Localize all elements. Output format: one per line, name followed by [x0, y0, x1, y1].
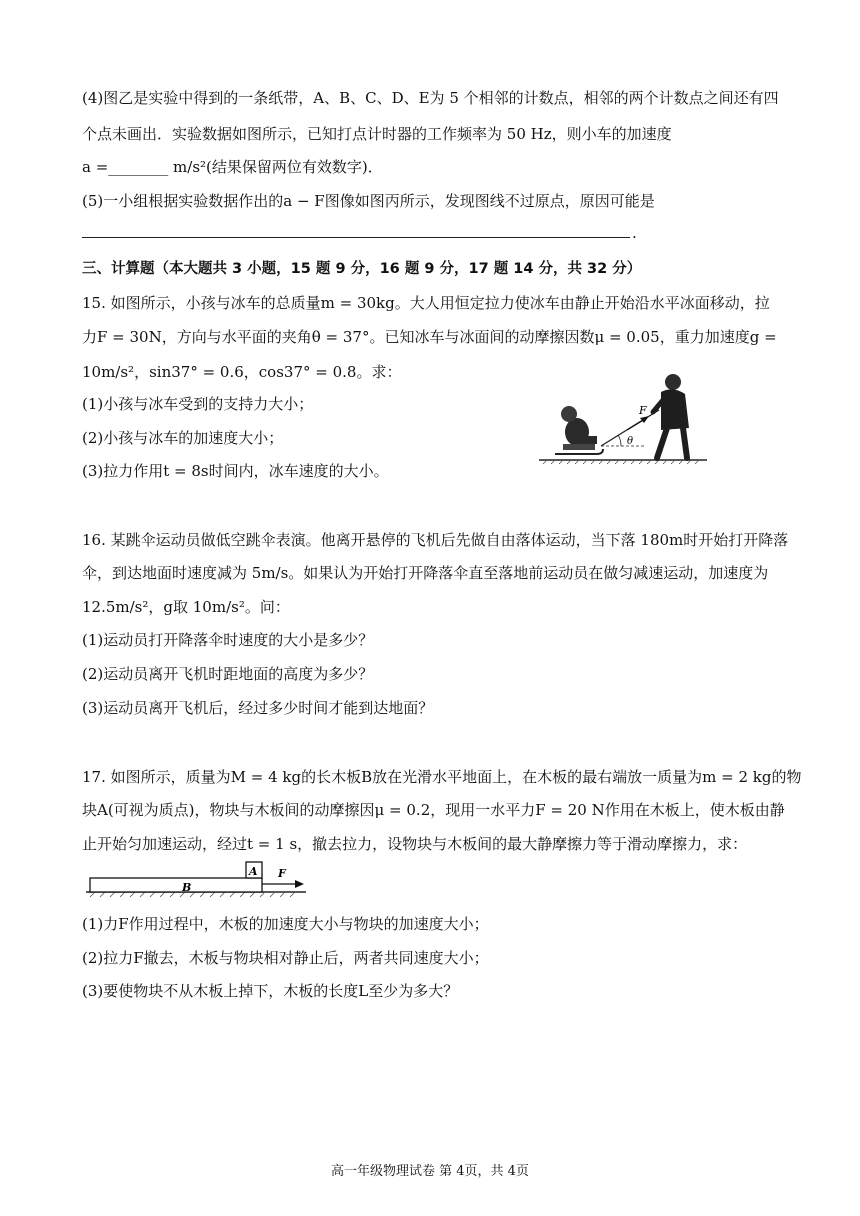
page-footer: 高一年级物理试卷 第 4页，共 4页 [331, 1164, 529, 1179]
q15-line2: 力F = 30N，方向与水平面的夹角θ = 37°。已知冰车与冰面间的动摩擦因数μ = 0.05，重力加速度g = [82, 328, 777, 346]
q15-line1: 15. 如图所示，小孩与冰车的总质量m = 30kg。大人用恒定拉力使冰车由静止开始沿水平冰面移动，拉 [82, 294, 770, 312]
q17-line3: 止开始匀加速运动，经过t = 1 s，撤去拉力，设物块与木板间的最大静摩擦力等于滑动摩擦力，求： [82, 835, 748, 853]
q17-fig-label-b: B [182, 881, 192, 894]
q16-sub3: (3)运动员离开飞机后，经过多少时间才能到达地面？ [82, 699, 434, 717]
section-heading: 三、计算题（本大题共 3 小题，15 题 9 分，16 题 9 分，17 题 14 分，共 32 分） [82, 261, 642, 277]
q14-part4-line3: a =________ m/s²(结果保留两位有效数字)． [82, 158, 383, 176]
q15-sub2: (2)小孩与冰车的加速度大小； [82, 429, 284, 447]
q17-line1: 17. 如图所示，质量为M = 4 kg的长木板B放在光滑水平地面上，在木板的最右端放一质量为m = 2 kg的物 [82, 768, 802, 786]
q15-sub1: (1)小孩与冰车受到的支持力大小； [82, 395, 314, 413]
q16-sub2: (2)运动员离开飞机时距地面的高度为多少？ [82, 665, 374, 683]
q14-part4-line2: 个点未画出．实验数据如图所示，已知打点计时器的工作频率为 50 Hz，则小车的加速度 [82, 125, 672, 143]
q17-sub1: (1)力F作用过程中，木板的加速度大小与物块的加速度大小； [82, 915, 489, 933]
q17-fig-label-a: A [249, 865, 258, 878]
q17-board-figure [84, 858, 314, 900]
q16-line2: 伞，到达地面时速度减为 5m/s。如果认为开始打开降落伞直至落地前运动员在做匀减速运动，加速度为 [82, 564, 769, 582]
q16-sub1: (1)运动员打开降落伞时速度的大小是多少？ [82, 631, 374, 649]
q14-answer-blank [82, 237, 630, 238]
q17-fig-label-f: F [278, 867, 286, 880]
q16-line3: 12.5m/s²，g取 10m/s²。问： [82, 598, 290, 616]
q15-sub3: (3)拉力作用t = 8s时间内，冰车速度的大小。 [82, 462, 389, 480]
q15-fig-label-f: F [639, 404, 647, 417]
q16-line1: 16. 某跳伞运动员做低空跳伞表演。他离开悬停的飞机后先做自由落体运动，当下落 180m时开始打开降落 [82, 531, 789, 549]
q15-sled-figure [537, 370, 709, 466]
q17-sub3: (3)要使物块不从木板上掉下，木板的长度L至少为多大？ [82, 982, 459, 1000]
q14-part5-line1: (5)一小组根据实验数据作出的a − F图像如图丙所示，发现图线不过原点，原因可能是 [82, 192, 655, 210]
q17-line2: 块A(可视为质点)，物块与木板间的动摩擦因μ = 0.2，现用一水平力F = 20 N作用在木板上，使木板由静 [82, 801, 785, 819]
q15-fig-label-theta: θ [627, 436, 634, 447]
q14-part4-line1: (4)图乙是实验中得到的一条纸带，A、B、C、D、E为 5 个相邻的计数点，相邻的两个计数点之间还有四 [82, 89, 779, 107]
q15-line3: 10m/s²，sin37° = 0.6，cos37° = 0.8。求： [82, 363, 402, 381]
q14-answer-end: . [632, 224, 637, 242]
q17-sub2: (2)拉力F撤去，木板与物块相对静止后，两者共同速度大小； [82, 949, 489, 967]
